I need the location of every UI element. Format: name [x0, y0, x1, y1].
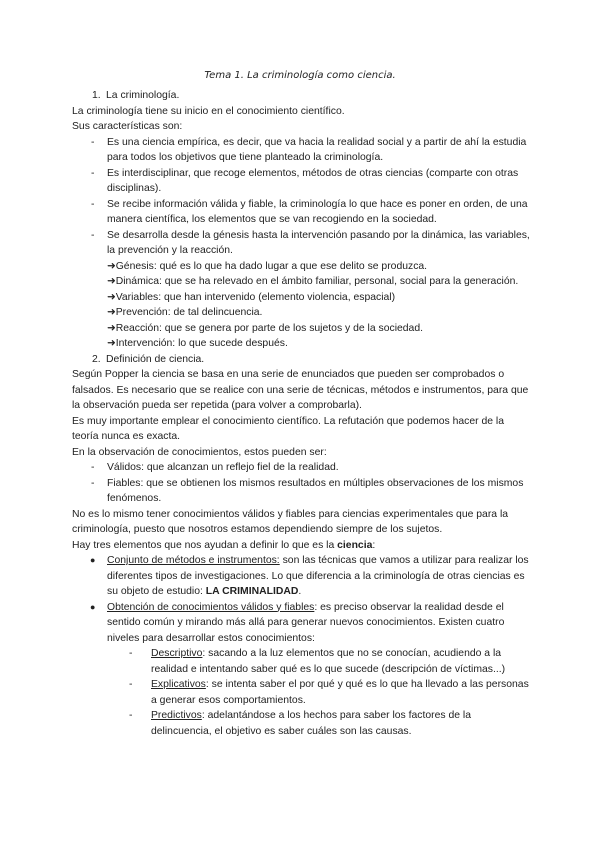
dash-marker: -	[91, 136, 95, 148]
level-term: Explicativos	[151, 679, 206, 690]
characteristic-item	[72, 197, 532, 228]
dash-marker: -	[129, 679, 133, 690]
observation-text: Fiables: que se obtienen los mismos resultados en múltiples observaciones de los mismos fenómenos.	[107, 477, 524, 504]
level-item-explicativos	[72, 677, 532, 708]
level-term: Predictivos	[151, 710, 202, 721]
section-heading-1	[72, 88, 532, 104]
section-heading-2	[72, 352, 532, 368]
bullet-marker: ●	[90, 555, 96, 565]
document-body	[72, 88, 532, 739]
dash-marker: -	[91, 462, 95, 473]
characteristic-item	[72, 166, 532, 197]
bullet-marker: ●	[90, 601, 96, 612]
criminalidad-bold: LA CRIMINALIDAD	[205, 586, 299, 597]
dash-marker: -	[129, 648, 133, 659]
characteristic-text: Es interdisciplinar, que recoge elementos, métodos de otras ciencias (comparte con otras disciplinas).	[107, 167, 519, 194]
bullet-term: Conjunto de métodos e instrumentos:	[107, 555, 280, 566]
section-number: 2.	[92, 353, 101, 365]
three-elements-intro	[72, 538, 532, 554]
bullet-end: .	[298, 586, 302, 597]
not-same-paragraph: No es lo mismo tener conocimientos válidos y fiables para ciencias experimentales que para la criminología, puesto que nosotros estamos dependiendo siempre de los sujetos.	[72, 508, 509, 535]
observation-item	[72, 460, 532, 476]
characteristic-text: Se desarrolla desde la génesis hasta la intervención pasando por la dinámica, las variables, la prevención y la reacción.	[107, 229, 530, 256]
observation-text: Válidos: que alcanzan un reflejo fiel de la realidad.	[107, 462, 339, 473]
level-text: : adelantándose a los hechos para saber los factores de la delincuencia, el objetivo es saber cuáles son las causas.	[151, 710, 472, 737]
popper-paragraph: Según Popper la ciencia se basa en una serie de enunciados que pueden ser comprobados o falsados. Es necesario que se realice con una serie de técnicas, métodos e instrumentos, para que la observación pueda ser repetida (para volver a comprobarla).	[72, 369, 529, 411]
bullet-text: son las técnicas que vamos a utilizar para realizar los diferentes tipos de investigaciones. Lo que diferencia a la criminología de otras ciencias es su objeto de estudio:	[107, 555, 529, 597]
importance-paragraph: Es muy importante emplear el conocimiento científico. La refutación que podemos hacer de la teoría nunca es exacta.	[72, 415, 505, 442]
level-item-predictivos	[72, 708, 532, 739]
section-title: Definición de ciencia.	[106, 353, 205, 365]
three-elements-prefix: Hay tres elementos que nos ayudan a definir lo que es la	[72, 539, 338, 551]
dash-marker: -	[91, 229, 95, 241]
three-elements-suffix: :	[372, 539, 376, 551]
section-title: La criminología.	[106, 90, 180, 101]
arrow-item: ➜Reacción: que se genera por parte de los sujetos y de la sociedad.	[107, 322, 424, 334]
bullet-term: Obtención de conocimientos válidos y fiables	[107, 601, 315, 613]
level-item-descriptivo	[72, 646, 532, 677]
characteristic-item	[72, 228, 532, 259]
level-text: : se intenta saber el por qué y qué es lo que ha llevado a las personas a generar esos comportamientos.	[151, 679, 529, 706]
dash-marker: -	[91, 167, 95, 179]
arrow-item: ➜Intervención: lo que sucede después.	[107, 338, 288, 349]
dash-marker: -	[129, 710, 133, 721]
observation-item	[72, 476, 532, 507]
arrow-item: ➜Prevención: de tal delincuencia.	[107, 307, 263, 318]
dash-marker: -	[91, 477, 95, 489]
dash-marker: -	[91, 198, 95, 210]
document-title: Tema 1. La criminología como ciencia.	[204, 70, 396, 81]
bullet-text: : es preciso observar la realidad desde el sentido común y mirando más allá para generar nuevos conocimientos. Existen cuatro niveles para desarrollar estos conocimientos:	[107, 601, 505, 644]
arrow-item: ➜Variables: que han intervenido (elemento violencia, espacial)	[107, 291, 396, 303]
bullet-item-knowledge	[72, 600, 532, 647]
ciencia-bold: ciencia	[337, 539, 373, 551]
level-text: : sacando a la luz elementos que no se conocían, acudiendo a la realidad e intentando saber qué es lo que sucede (descripción de víctimas...)	[151, 648, 506, 675]
characteristic-text: Es una ciencia empírica, es decir, que va hacia la realidad social y a partir de ahí la estudia para todos los objetivos que tiene planteado la criminología.	[107, 136, 527, 163]
section-number: 1.	[92, 90, 101, 101]
characteristic-text: Se recibe información válida y fiable, la criminología lo que hace es poner en orden, de una manera científica, los elementos que se van recogiendo en la sociedad.	[107, 198, 528, 225]
arrow-item: ➜Génesis: qué es lo que ha dado lugar a que ese delito se produzca.	[107, 260, 428, 272]
bullet-item-methods	[72, 553, 532, 600]
level-term: Descriptivo	[151, 648, 203, 659]
arrow-item: ➜Dinámica: que se ha relevado en el ámbito familiar, personal, social para la generación.	[107, 276, 519, 287]
observation-intro: En la observación de conocimientos, estos pueden ser:	[72, 446, 327, 458]
characteristic-item	[72, 135, 532, 166]
intro-line: La criminología tiene su inicio en el conocimiento científico.	[72, 105, 345, 117]
characteristics-intro: Sus características son:	[72, 121, 183, 132]
